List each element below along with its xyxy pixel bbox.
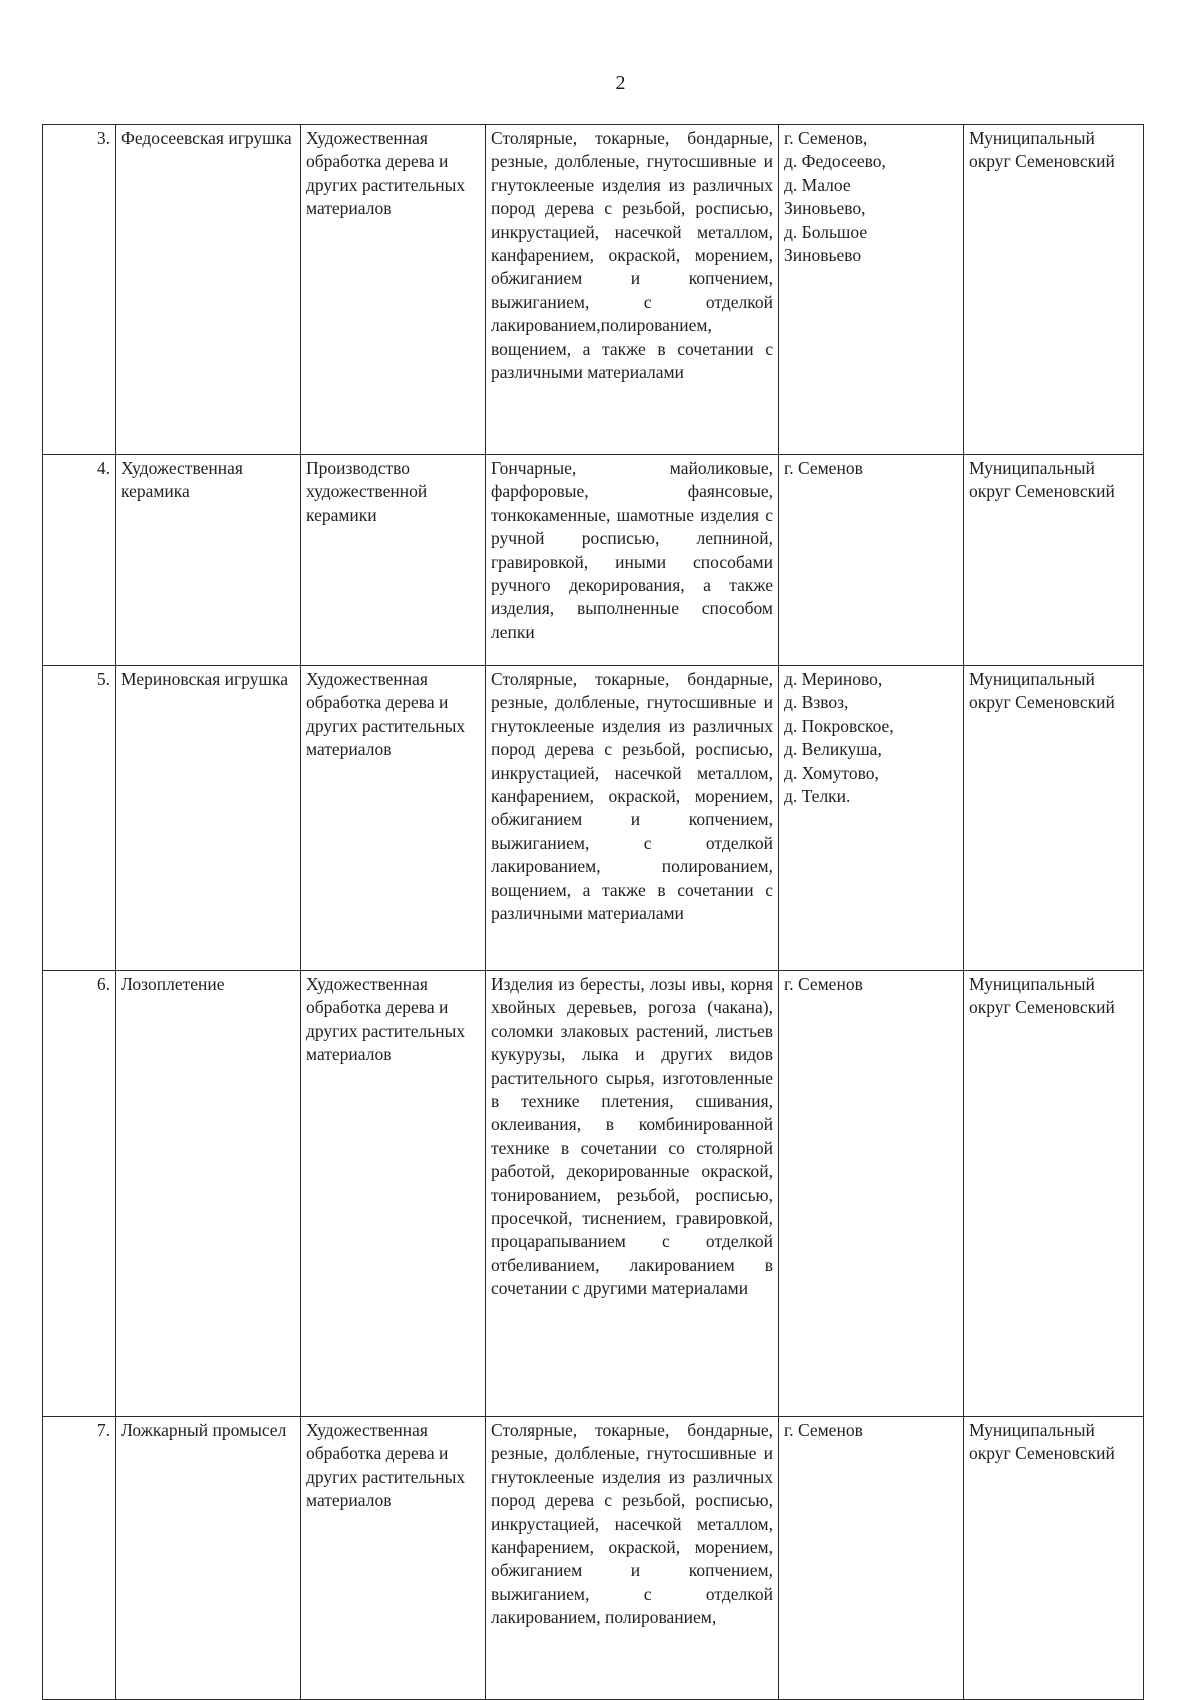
craft-description: Гончарные, майоликовые, фарфоровые, фаянсовые, тонкокаменные, шамотные изделия с ручной росписью, лепниной, гравировкой, иными способами ручного декорирования, а также изделия, выполненные способом лепки (486, 455, 779, 666)
place-line: д. Федосеево, (784, 151, 886, 172)
place-line: д. Покровское, (784, 715, 894, 736)
table-row (43, 125, 1144, 455)
row-number: 6. (43, 971, 116, 1417)
craft-district: Муниципальный округ Семеновский (964, 1417, 1144, 1700)
place-line: д. Хомутово, (784, 762, 879, 783)
row-number: 5. (43, 666, 116, 971)
craft-type: Художественная обработка дерева и других растительных материалов (301, 971, 486, 1417)
craft-type: Производство художественной керамики (301, 455, 486, 666)
place-line: д. Взвоз, (784, 692, 849, 713)
row-number: 4. (43, 455, 116, 666)
place-line: д. Великуша, (784, 739, 882, 760)
craft-type: Художественная обработка дерева и других растительных материалов (301, 666, 486, 971)
craft-type: Художественная обработка дерева и других растительных материалов (301, 125, 486, 455)
craft-places (779, 455, 964, 666)
craft-places (779, 125, 964, 455)
craft-name: Лозоплетение (116, 971, 301, 1417)
place-line: г. Семенов (784, 974, 863, 994)
place-line: д. Большое (784, 221, 868, 242)
place-line: д. Малое (784, 174, 851, 195)
place-line: д. Мериново, (784, 669, 883, 689)
craft-type: Художественная обработка дерева и других растительных материалов (301, 1417, 486, 1700)
row-number: 3. (43, 125, 116, 455)
place-line: г. Семенов (784, 458, 863, 478)
place-line: Зиновьево (784, 245, 862, 266)
page-number: 2 (615, 72, 626, 94)
craft-description: Столярные, токарные, бондарные, резные, долбленые, гнутосшивные и гнутоклееные изделия из различных пород дерева с резьбой, росписью, инкрустацией, насечкой металлом, канфарением, окраской, морением, обжиганием и копчением, выжиганием, с отделкой лакированием,полированием, вощением, а также в сочетании с различными материалами (486, 125, 779, 455)
place-line: Зиновьево, (784, 198, 866, 219)
craft-name: Федосеевская игрушка (116, 125, 301, 455)
table-row (43, 971, 1144, 1417)
craft-description: Изделия из бересты, лозы ивы, корня хвойных деревьев, рогоза (чакана), соломки злаковых растений, листьев кукурузы, лыка и других видов растительного сырья, изготовленные в технике плетения, сшивания, оклеивания, в комбинированной технике в сочетании со столярной работой, декорированные окраской, тонированием, резьбой, росписью, просечкой, тиснением, гравировкой, процарапыванием с отделкой отбеливанием, лакированием в сочетании с другими материалами (486, 971, 779, 1417)
craft-district: Муниципальный округ Семеновский (964, 455, 1144, 666)
table-row (43, 666, 1144, 971)
craft-places (779, 666, 964, 971)
craft-district: Муниципальный округ Семеновский (964, 125, 1144, 455)
craft-description: Столярные, токарные, бондарные, резные, долбленые, гнутосшивные и гнутоклееные изделия из различных пород дерева с резьбой, росписью, инкрустацией, насечкой металлом, канфарением, окраской, морением, обжиганием и копчением, выжиганием, с отделкой лакированием, полированием, вощением, а также в сочетании с различными материалами (486, 666, 779, 971)
row-number: 7. (43, 1417, 116, 1700)
craft-places (779, 971, 964, 1417)
craft-name: Художественная керамика (116, 455, 301, 666)
table-row (43, 1417, 1144, 1700)
craft-name: Мериновская игрушка (116, 666, 301, 971)
craft-district: Муниципальный округ Семеновский (964, 971, 1144, 1417)
table-row (43, 455, 1144, 666)
craft-name: Ложкарный промысел (116, 1417, 301, 1700)
place-line: г. Семенов (784, 1420, 863, 1440)
crafts-registry-table (42, 124, 1144, 1700)
place-line: д. Телки. (784, 786, 851, 807)
place-line: г. Семенов, (784, 128, 868, 148)
craft-places (779, 1417, 964, 1700)
craft-district: Муниципальный округ Семеновский (964, 666, 1144, 971)
craft-description: Столярные, токарные, бондарные, резные, долбленые, гнутосшивные и гнутоклееные изделия из различных пород дерева с резьбой, росписью, инкрустацией, насечкой металлом, канфарением, окраской, морением, обжиганием и копчением, выжиганием, с отделкой лакированием, полированием, (486, 1417, 779, 1700)
